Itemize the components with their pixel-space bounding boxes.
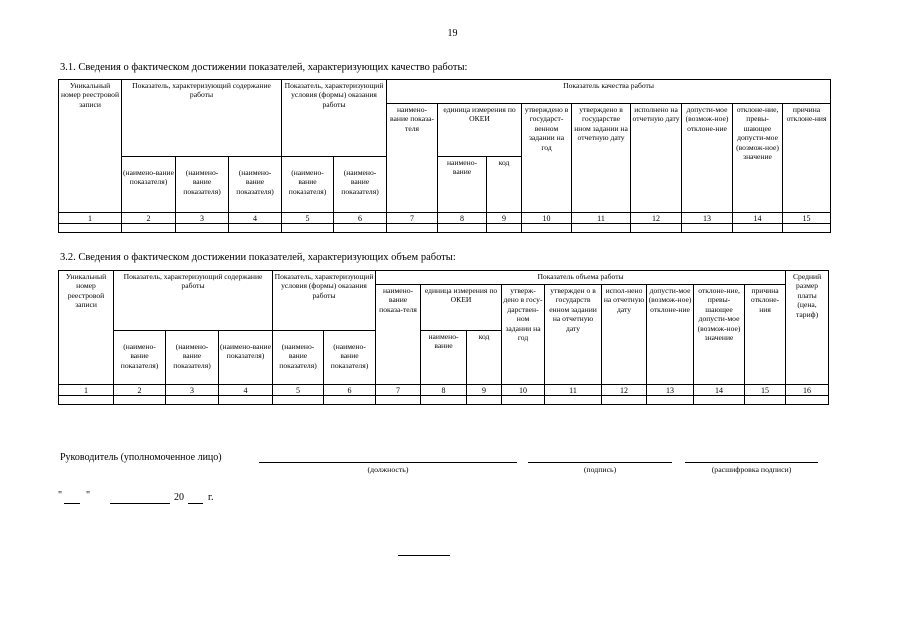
subheader-content-2: (наимено-вание показателя) bbox=[176, 157, 229, 213]
signature-line bbox=[528, 462, 672, 463]
subheader-conditions-1: (наимено-вание показателя) bbox=[273, 331, 324, 385]
header-unit-name: наимено-вание bbox=[421, 331, 467, 385]
col-number: 3 bbox=[166, 385, 219, 396]
col-number: 6 bbox=[324, 385, 376, 396]
col-number: 9 bbox=[487, 213, 522, 224]
header-approved-year: утверж-дено в госу-дарствен-ном задании на год bbox=[502, 285, 545, 385]
col-number: 8 bbox=[438, 213, 487, 224]
decoding-line bbox=[685, 462, 818, 463]
header-unit-code: код bbox=[467, 331, 502, 385]
col-number: 10 bbox=[502, 385, 545, 396]
empty-data-row bbox=[59, 396, 829, 405]
subheader-conditions-2: (наимено-вание показателя) bbox=[334, 157, 387, 213]
col-number: 7 bbox=[376, 385, 421, 396]
col-number: 15 bbox=[783, 213, 831, 224]
col-number: 16 bbox=[786, 385, 829, 396]
header-reason: причина отклоне-ния bbox=[783, 104, 831, 213]
col-number: 13 bbox=[647, 385, 694, 396]
col-number: 6 bbox=[334, 213, 387, 224]
header-indicator-name: наимено-вание показа-теля bbox=[376, 285, 421, 385]
header-allowed-deviation: допусти-мое (возмож-ное) отклоне-ние bbox=[682, 104, 733, 213]
section-1-title: 3.1. Сведения о фактическом достижении показателей, характеризующих качество работы: bbox=[60, 62, 468, 73]
col-number: 14 bbox=[694, 385, 745, 396]
col-number: 3 bbox=[176, 213, 229, 224]
date-suffix: г. bbox=[208, 492, 214, 503]
page-number: 19 bbox=[447, 28, 458, 39]
date-quote-close: " bbox=[86, 490, 91, 501]
signature-label: Руководитель (уполномоченное лицо) bbox=[60, 452, 222, 463]
header-approved-date: утверждено в государстве нном задании на отчетную дату bbox=[572, 104, 631, 213]
date-day-line bbox=[64, 503, 80, 504]
header-volume-group: Показатель объема работы bbox=[376, 271, 786, 285]
col-number: 11 bbox=[572, 213, 631, 224]
header-allowed-deviation: допусти-мое (возмож-ное) отклоне-ние bbox=[647, 285, 694, 385]
subheader-content-3: (наимено-вание показателя) bbox=[229, 157, 282, 213]
col-number: 11 bbox=[545, 385, 602, 396]
header-reason: причина отклоне-ния bbox=[745, 285, 786, 385]
col-number: 8 bbox=[421, 385, 467, 396]
position-caption: (должность) bbox=[367, 465, 409, 474]
date-month-line bbox=[110, 503, 170, 504]
header-conditions: Показатель, характеризующий условия (формы) оказания работы bbox=[282, 80, 387, 157]
decoding-caption: (расшифровка подписи) bbox=[711, 465, 792, 474]
position-line bbox=[259, 462, 517, 463]
col-number: 1 bbox=[59, 213, 122, 224]
quality-table bbox=[58, 79, 831, 233]
header-unique-number: Уникальный номер реестровой записи bbox=[59, 271, 114, 385]
header-exceeding-deviation: отклоне-ние, превы-шающее допусти-мое (возмож-ное) значение bbox=[694, 285, 745, 385]
volume-table bbox=[58, 270, 829, 405]
signature-caption: (подпись) bbox=[583, 465, 617, 474]
col-number: 13 bbox=[682, 213, 733, 224]
header-unit: единица измерения по ОКЕИ bbox=[438, 104, 522, 157]
col-number: 9 bbox=[467, 385, 502, 396]
col-number: 2 bbox=[122, 213, 176, 224]
header-average-price: Средний размер платы (цена, тариф) bbox=[786, 271, 829, 385]
col-number: 4 bbox=[219, 385, 273, 396]
col-number: 4 bbox=[229, 213, 282, 224]
header-content: Показатель, характеризующий содержание работы bbox=[122, 80, 282, 157]
header-unit-code: код bbox=[487, 157, 522, 213]
header-quality-group: Показатель качества работы bbox=[387, 80, 831, 104]
subheader-content-1: (наимено-вание показателя) bbox=[122, 157, 176, 213]
subheader-conditions-1: (наимено-вание показателя) bbox=[282, 157, 334, 213]
date-quote-open: " bbox=[58, 490, 63, 501]
subheader-content-2: (наимено-вание показателя) bbox=[166, 331, 219, 385]
subheader-conditions-2: (наимено-вание показателя) bbox=[324, 331, 376, 385]
header-executed: исполнено на отчетную дату bbox=[631, 104, 682, 213]
header-exceeding-deviation: отклоне-ние, превы-шающее допусти-мое (возмож-ное) значение bbox=[733, 104, 783, 213]
col-number: 12 bbox=[602, 385, 647, 396]
header-content: Показатель, характеризующий содержание работы bbox=[114, 271, 273, 331]
header-conditions: Показатель, характеризующий условия (формы) оказания работы bbox=[273, 271, 376, 331]
col-number: 2 bbox=[114, 385, 166, 396]
col-number: 12 bbox=[631, 213, 682, 224]
date-year-line bbox=[188, 503, 203, 504]
header-unique-number: Уникальный номер реестровой записи bbox=[59, 80, 122, 213]
header-approved-date: утвержден о в государств енном задании на отчетную дату bbox=[545, 285, 602, 385]
section-2-title: 3.2. Сведения о фактическом достижении показателей, характеризующих объем работы: bbox=[60, 252, 456, 263]
header-executed: испол-нено на отчетную дату bbox=[602, 285, 647, 385]
header-indicator-name: наимено-вание показа-теля bbox=[387, 104, 438, 213]
header-unit-name: наимено-вание bbox=[438, 157, 487, 213]
subheader-content-1: (наимено-вание показателя) bbox=[114, 331, 166, 385]
col-number: 10 bbox=[522, 213, 572, 224]
empty-data-row bbox=[59, 224, 831, 233]
date-year-prefix: 20 bbox=[174, 492, 184, 503]
col-number: 1 bbox=[59, 385, 114, 396]
col-number: 7 bbox=[387, 213, 438, 224]
subheader-content-3: (наимено-вание показателя) bbox=[219, 331, 273, 385]
col-number: 5 bbox=[273, 385, 324, 396]
col-number: 5 bbox=[282, 213, 334, 224]
end-divider bbox=[398, 555, 450, 556]
header-unit: единица измерения по ОКЕИ bbox=[421, 285, 502, 331]
col-number: 15 bbox=[745, 385, 786, 396]
col-number: 14 bbox=[733, 213, 783, 224]
header-approved-year: утверждено в государст-венном задании на год bbox=[522, 104, 572, 213]
